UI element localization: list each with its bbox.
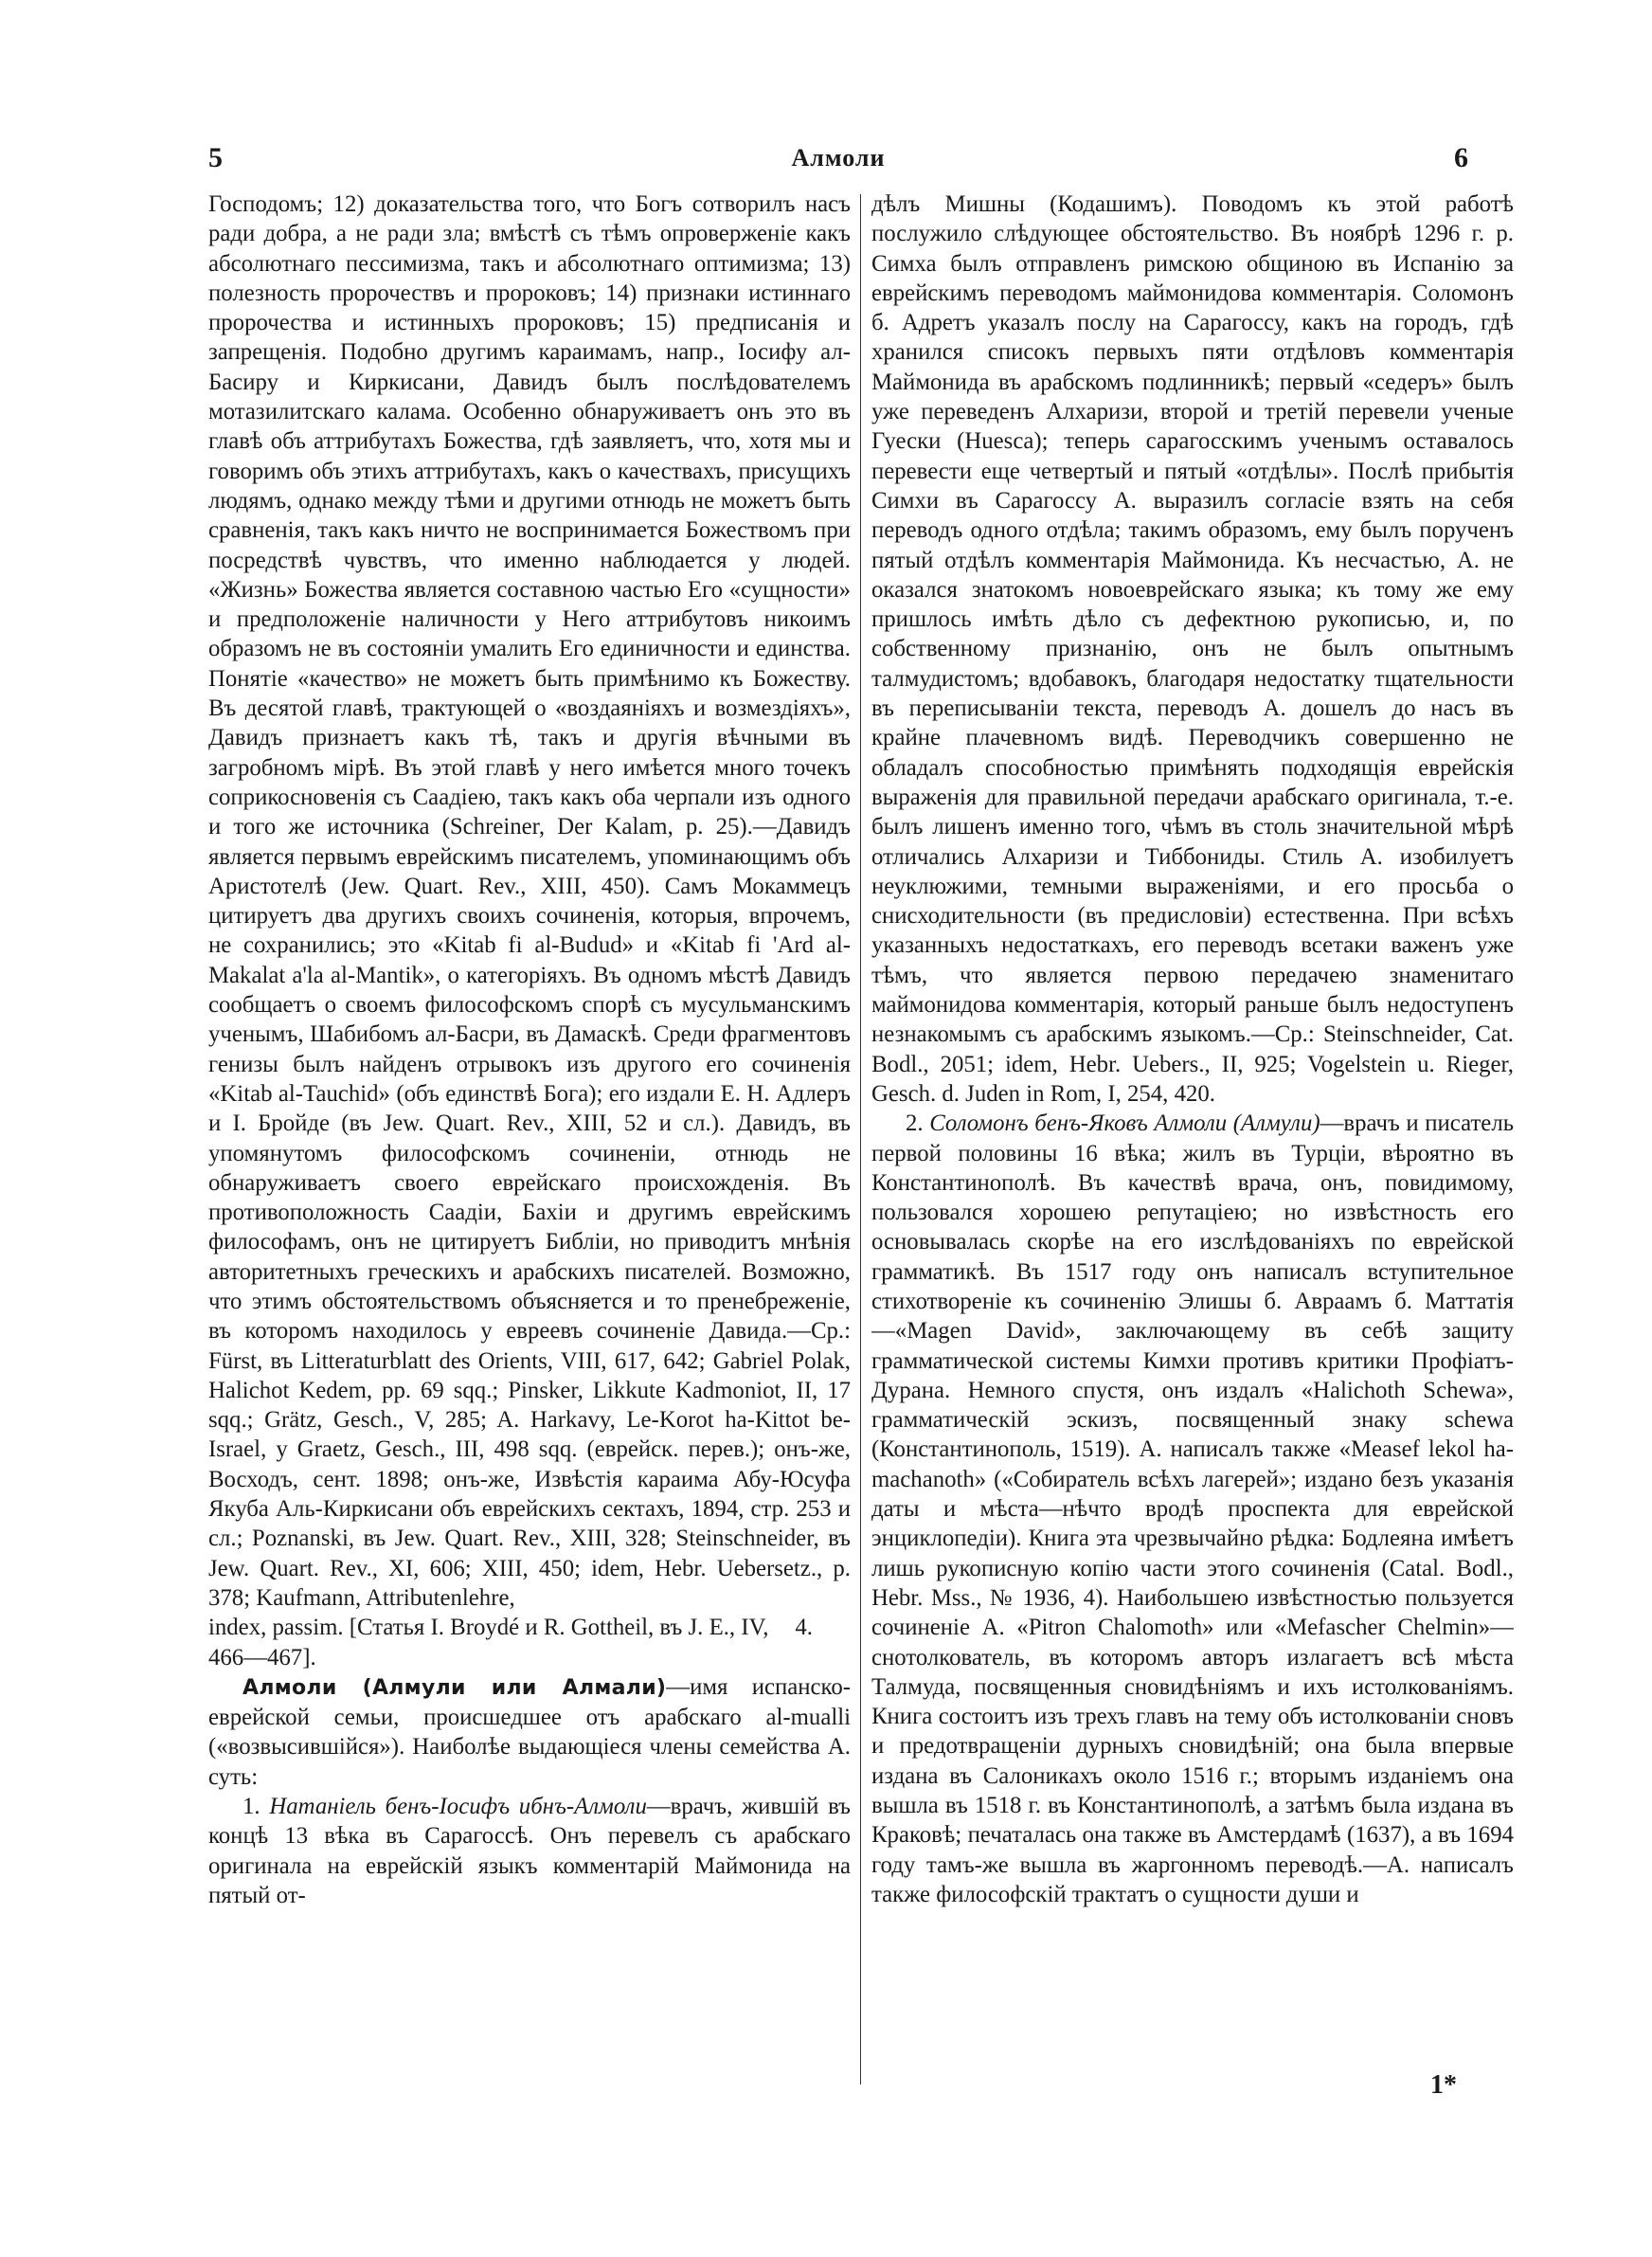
item-text-1: —врачъ, жившій въ концѣ 13 вѣка въ Сарагоссѣ. Онъ перевелъ съ арабскаго оригинала на еврейскій языкъ комментарій Маймонида на пятый от-: [208, 1794, 851, 1908]
family-member-2: [871, 1109, 1514, 1909]
column-divider: [860, 194, 861, 2085]
author-signature: 4.: [795, 1615, 813, 1641]
running-header: [208, 142, 1468, 180]
page-number-right: 6: [1454, 142, 1468, 173]
right-paragraph: дѣлъ Мишны (Кодашимъ). Поводомъ къ этой работѣ послужило слѣдующее обстоятельство. Въ ноябрѣ 1296 г. р. Симха былъ отправленъ римскою общиною въ Испанію за еврейскимъ переводомъ маймонидова комментарія. Соломонъ б. Адретъ указалъ послу на Сарагоссу, какъ на городъ, гдѣ хранился списокъ первыхъ пяти отдѣловъ комментарія Маймонида въ арабскомъ подлинникѣ; первый «седеръ» былъ уже переведенъ Алхаризи, второй и третій перевели ученые Гуески (Huesca); теперь сарагосскимъ ученымъ оставалось перевести еще четвертый и пятый «отдѣлы». Послѣ прибытія Симхи въ Сарагоссу А. выразилъ согласіе взять на себя переводъ одного отдѣла; такимъ образомъ, ему былъ порученъ пятый отдѣлъ комментарія Маймонида. Къ несчастью, А. не оказался знатокомъ новоеврейскаго языка; къ тому же ему пришлось имѣть дѣло съ дефектною рукописью, и, по собственному признанію, онъ не былъ опытнымъ талмудистомъ; вдобавокъ, благодаря недостатку тщательности въ переписываніи текста, переводъ А. дошелъ до насъ въ крайне плачевномъ видѣ. Переводчикъ совершенно не обладалъ способностью примѣнять подходящія еврейскія выраженія для правильной передачи арабскаго оригинала, т.-е. былъ лишенъ именно того, чѣмъ въ столь значительной мѣрѣ отличались Алхаризи и Тиббониды. Стиль А. изобилуетъ неуклюжими, темными выраженіями, и его просьба о снисходительности (въ предисловіи) естественна. При всѣхъ указанныхъ недостаткахъ, его переводъ всетаки важенъ уже тѣмъ, что является первою передачею знаменитаго маймонидова комментарія, который раньше былъ недоступенъ незнакомымъ съ арабскимъ языкомъ.—Ср.: Steinschneider, Cat. Bodl., 2051; idem, Hebr. Uebers., II, 925; Vogelstein u. Rieger, Gesch. d. Juden in Rom, I, 254, 420.: [871, 191, 1514, 1107]
left-paragraph-last-line: [208, 1613, 851, 1672]
item-name-1: Натаніель бенъ-Іосифъ ибнъ-Алмоли: [269, 1794, 647, 1820]
item-text-2: —врачъ и писатель первой половины 16 вѣка; жилъ въ Турціи, вѣроятно въ Константинополѣ. Въ качествѣ врача, онъ, повидимому, пользовался хорошею репутаціею; но извѣстность его основывалась скорѣе на его изслѣдованіяхъ по еврейской грамматикѣ. Въ 1517 году онъ написалъ вступительное стихотвореніе къ сочиненію Элишы б. Авраамъ б. Маттатія—«Magen David», заключающему въ себѣ защиту грамматической системы Кимхи противъ критики Профіатъ-Дурана. Немного спустя, онъ издалъ «Halichoth Schewa», грамматическій эскизъ, посвященный знаку schewa (Константинополь, 1519). А. написалъ также «Measef lekol ha-machanoth» («Собиратель всѣхъ лагерей»; издано безъ указанія даты и мѣста—нѣчто вродѣ проспекта для еврейской энциклопедіи). Книга эта чрезвычайно рѣдка: Бодлеяна имѣетъ лишь рукописную копію части этого сочиненія (Catal. Bodl., Hebr. Mss., № 1936, 4). Наибольшею извѣстностью пользуется сочиненіе А. «Pitron Chalomoth» или «Mefascher Chelmin»—снотолкователь, въ которомъ авторъ излагаетъ всѣ мѣста Талмуда, посвященныя сновидѣніямъ и ихъ истолкованіямъ. Книга состоитъ изъ трехъ главъ на тему объ истолкованіи сновъ и предотвращеніи дурныхъ сновидѣній; она была впервые издана въ Салоникахъ около 1516 г.; вторымъ изданіемъ она вышла въ 1518 г. въ Константинополѣ, а затѣмъ была издана въ Краковѣ; печаталась она также въ Амстердамѣ (1637), а въ 1694 году тамъ-же вышла въ жаргонномъ переводѣ.—А. написалъ также философскій трактатъ о сущности души и: [871, 1110, 1514, 1907]
left-column: [208, 190, 851, 2085]
right-column: [871, 190, 1514, 2085]
entry-headword: Алмоли (Алмули или Алмали): [242, 1675, 667, 1700]
item-name-2: Соломонъ бенъ-Яковъ Алмоли (Алмули): [929, 1110, 1320, 1137]
item-number-2: 2.: [906, 1110, 924, 1137]
item-number-1: 1.: [242, 1794, 260, 1820]
sheet-signature: 1*: [1430, 2070, 1457, 2100]
entry-almoli: [208, 1672, 851, 1792]
page-title: Алмоли: [791, 144, 886, 172]
page-number-left: 5: [208, 142, 223, 173]
bibliography-tail: index, passim. [Статья I. Broydé и R. Gottheil, въ J. E., IV, 466—467].: [208, 1615, 769, 1670]
left-paragraph: Господомъ; 12) доказательства того, что Богъ сотворилъ насъ ради добра, а не ради зла; вмѣстѣ съ тѣмъ опроверженіе какъ абсолютнаго пессимизма, такъ и абсолютнаго оптимизма; 13) полезность пророчествъ и пророковъ; 14) признаки истиннаго пророчества и истинныхъ пророковъ; 15) предписанія и запрещенія. Подобно другимъ караимамъ, напр., Іосифу ал-Басиру и Киркисани, Давидъ былъ послѣдователемъ мотазилитскаго калама. Особенно обнаруживаетъ онъ это въ главѣ объ аттрибутахъ Божества, гдѣ заявляетъ, что, хотя мы и говоримъ объ этихъ аттрибутахъ, какъ о качествахъ, присущихъ людямъ, однако между тѣми и другими отнюдь не можетъ быть сравненія, такъ какъ ничто не воспринимается Божествомъ при посредствѣ чувствъ, что именно наблюдается у людей. «Жизнь» Божества является составною частью Его «сущности» и предположеніе наличности у Него аттрибутовъ никоимъ образомъ не въ состояніи умалить Его единичности и единства. Понятіе «качество» не можетъ быть примѣнимо къ Божеству. Въ десятой главѣ, трактующей о «воздаяніяхъ и возмездіяхъ», Давидъ признаетъ какъ тѣ, такъ и другія вѣчными въ загробномъ мірѣ. Въ этой главѣ у него имѣется много точекъ соприкосновенія съ Саадіею, такъ какъ оба черпали изъ одного и того же источника (Schreiner, Der Kalam, p. 25).—Давидъ является первымъ еврейскимъ писателемъ, упоминающимъ объ Аристотелѣ (Jew. Quart. Rev., XIII, 450). Самъ Мокаммецъ цитируетъ два другихъ своихъ сочиненія, которыя, впрочемъ, не сохранились; это «Kitab fi al-Budud» и «Kitab fi 'Ard al-Makalat a'la al-Mantik», о категоріяхъ. Въ одномъ мѣстѣ Давидъ сообщаетъ о своемъ философскомъ спорѣ съ мусульманскимъ ученымъ, Шабибомъ ал-Басри, въ Дамаскѣ. Среди фрагментовъ генизы былъ найденъ отрывокъ изъ другого его сочиненія «Kitab al-Tauchid» (объ единствѣ Бога); его издали Е. Н. Адлеръ и I. Бройде (въ Jew. Quart. Rev., XIII, 52 и сл.). Давидъ, въ упомянутомъ философскомъ сочиненіи, отнюдь не обнаруживаетъ своего еврейскаго происхожденія. Въ противоположность Саадіи, Бахіи и другимъ еврейскимъ философамъ, онъ не цитируетъ Библіи, но приводитъ мнѣнія авторитетныхъ греческихъ и арабскихъ писателей. Возможно, что этимъ обстоятельствомъ объясняется и то пренебреженіе, въ которомъ находилось у евреевъ сочиненіе Давида.—Ср.: Fürst, въ Litteraturblatt des Orients, VIII, 617, 642; Gabriel Polak, Halichot Kedem, pp. 69 sqq.; Pinsker, Likkute Kadmoniot, II, 17 sqq.; Grätz, Gesch., V, 285; A. Harkavy, Le-Korot ha-Kittot be-Israel, у Graetz, Gesch., III, 498 sqq. (еврейск. перев.); онъ-же, Восходъ, сент. 1898; онъ-же, Извѣстія караима Абу-Юсуфа Якуба Аль-Киркисани объ еврейскихъ сектахъ, 1894, стр. 253 и сл.; Poznanski, въ Jew. Quart. Rev., XIII, 328; Steinschneider, въ Jew. Quart. Rev., XI, 606; XIII, 450; idem, Hebr. Uebersetz., p. 378; Kaufmann, Attributenlehre,: [208, 191, 851, 1611]
family-member-1: [208, 1792, 851, 1910]
entry-definition: —имя испанско-еврейской семьи, происшедшее отъ арабскаго al-mualli («возвысившійся»). Наиболѣе выдающіеся члены семейства А. суть:: [208, 1673, 851, 1790]
